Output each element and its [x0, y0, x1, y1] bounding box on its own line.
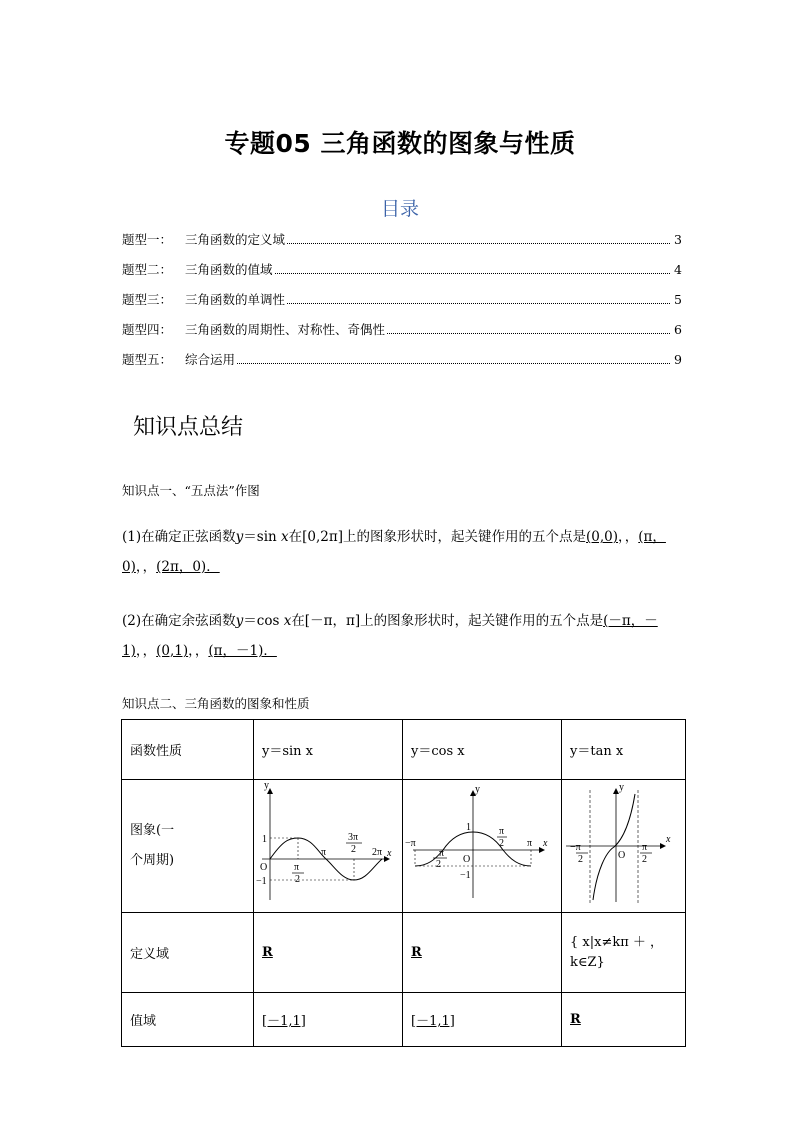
answer-blank: (π，0): [122, 529, 666, 575]
axis-label-x: x: [387, 848, 392, 859]
toc-heading: 目录: [380, 198, 419, 220]
knowledge-point-2-heading: 知识点二、三角函数的图象和性质: [122, 696, 310, 711]
header-cell-cos: y＝cos x: [403, 720, 562, 780]
toc-item[interactable]: [122, 350, 682, 380]
toc-leader-dots: [287, 302, 670, 304]
table-row-graph: [122, 780, 686, 913]
axis-label-y: y: [619, 782, 624, 793]
tan-graph: [562, 780, 685, 912]
tick-label: π: [642, 842, 648, 853]
knowledge-paragraph-1: (1)在确定正弦函数y＝sin x在[0,2π]上的图象形状时，起关键作用的五个点是(0,0)，，(π，0)，，(2π，0)．: [122, 529, 666, 575]
page-title: 专题05 三角函数的图象与性质: [224, 129, 576, 158]
sin-range: [－1,1]: [262, 1014, 306, 1029]
toc-item[interactable]: [122, 260, 682, 290]
tick-label: 2π: [372, 847, 383, 858]
tick-label: π: [499, 826, 505, 837]
toc-item-page: 4: [674, 262, 682, 277]
tick-label: −π: [405, 838, 416, 849]
tick-label: 1: [466, 822, 471, 833]
table-header-row: [122, 720, 686, 780]
toc-item-label: 题型四：: [122, 322, 173, 337]
tan-domain: { x|x≠kπ ＋ ， k∈Z}: [562, 913, 686, 993]
toc-item-page: 6: [674, 322, 682, 337]
axis-label-y: y: [264, 780, 269, 791]
range-label: 值域: [122, 993, 254, 1047]
origin-label: O: [618, 850, 626, 861]
tick-label: −π: [570, 842, 581, 853]
toc-item-title[interactable]: 综合运用: [185, 352, 236, 367]
axis-label-y: y: [475, 784, 480, 795]
toc-item[interactable]: [122, 290, 682, 320]
table-row-range: [122, 993, 686, 1047]
knowledge-point-1-heading: 知识点一、“五点法”作图: [122, 483, 260, 498]
tick-label: 2: [499, 838, 504, 849]
answer-blank: (0,0): [586, 529, 619, 545]
table-of-contents: [122, 230, 682, 380]
toc-item-title[interactable]: 三角函数的周期性、对称性、奇偶性: [185, 322, 386, 337]
section-heading: 知识点总结: [133, 415, 244, 440]
header-cell-sin: y＝sin x: [254, 720, 403, 780]
tan-graph-cell: [562, 780, 686, 913]
answer-blank: (π，－1)．: [208, 643, 277, 659]
toc-item-label: 题型一：: [122, 232, 173, 247]
answer-blank: (2π，0)．: [156, 559, 220, 575]
toc-item-page: 9: [674, 352, 682, 367]
tick-label: 1: [262, 834, 267, 845]
tick-label: 2: [436, 859, 441, 870]
tick-label: 2: [295, 874, 300, 885]
axis-label-x: x: [666, 834, 671, 845]
header-cell-property: 函数性质: [122, 720, 254, 780]
toc-leader-dots: [237, 362, 670, 364]
cos-graph-cell: [403, 780, 562, 913]
tick-label: π: [439, 848, 445, 859]
toc-item[interactable]: [122, 320, 682, 350]
tick-label: π: [527, 838, 533, 849]
knowledge-paragraph-2: (2)在确定余弦函数y＝cos x在[－π，π]上的图象形状时，起关键作用的五个点是(－π，－1)，，(0,1)，，(π，－1)．: [122, 613, 658, 659]
cos-domain: R: [411, 945, 422, 960]
sin-graph: [254, 780, 402, 912]
tick-label: π: [321, 847, 327, 858]
tick-label: 2: [578, 854, 583, 865]
toc-item-page: 5: [674, 292, 682, 307]
toc-leader-dots: [287, 242, 670, 244]
origin-label: O: [463, 854, 471, 865]
tan-curve: [593, 794, 635, 900]
tick-label: 2: [642, 854, 647, 865]
cos-graph: [403, 780, 561, 912]
axis-label-x: x: [543, 838, 548, 849]
header-cell-tan: y＝tan x: [562, 720, 686, 780]
table-row-domain: [122, 913, 686, 993]
toc-item-label: 题型五：: [122, 352, 173, 367]
tick-label: 2: [351, 844, 356, 855]
cos-range: [－1,1]: [411, 1014, 455, 1029]
tan-range: R: [570, 1012, 581, 1027]
toc-item-title[interactable]: 三角函数的定义域: [185, 232, 286, 247]
toc-item-label: 题型二：: [122, 262, 173, 277]
toc-leader-dots: [387, 332, 670, 334]
answer-blank: (0,1): [156, 643, 189, 659]
tick-label: −1: [256, 876, 267, 887]
toc-item-page: 3: [674, 232, 682, 247]
tick-label: −1: [460, 870, 471, 881]
toc-leader-dots: [275, 272, 670, 274]
tick-label: 3π: [348, 832, 359, 843]
toc-item[interactable]: [122, 230, 682, 260]
sin-graph-cell: [254, 780, 403, 913]
tick-label: π: [294, 862, 300, 873]
answer-blank: (－π，－1): [122, 613, 658, 659]
origin-label: O: [260, 862, 268, 873]
domain-label: 定义域: [122, 913, 254, 993]
toc-item-label: 题型三：: [122, 292, 173, 307]
trig-properties-table: [121, 719, 686, 1047]
sin-domain: R: [262, 945, 273, 960]
toc-item-title[interactable]: 三角函数的值域: [185, 262, 273, 277]
graph-row-label: 图象(一 个周期): [122, 780, 254, 913]
toc-item-title[interactable]: 三角函数的单调性: [185, 292, 286, 307]
